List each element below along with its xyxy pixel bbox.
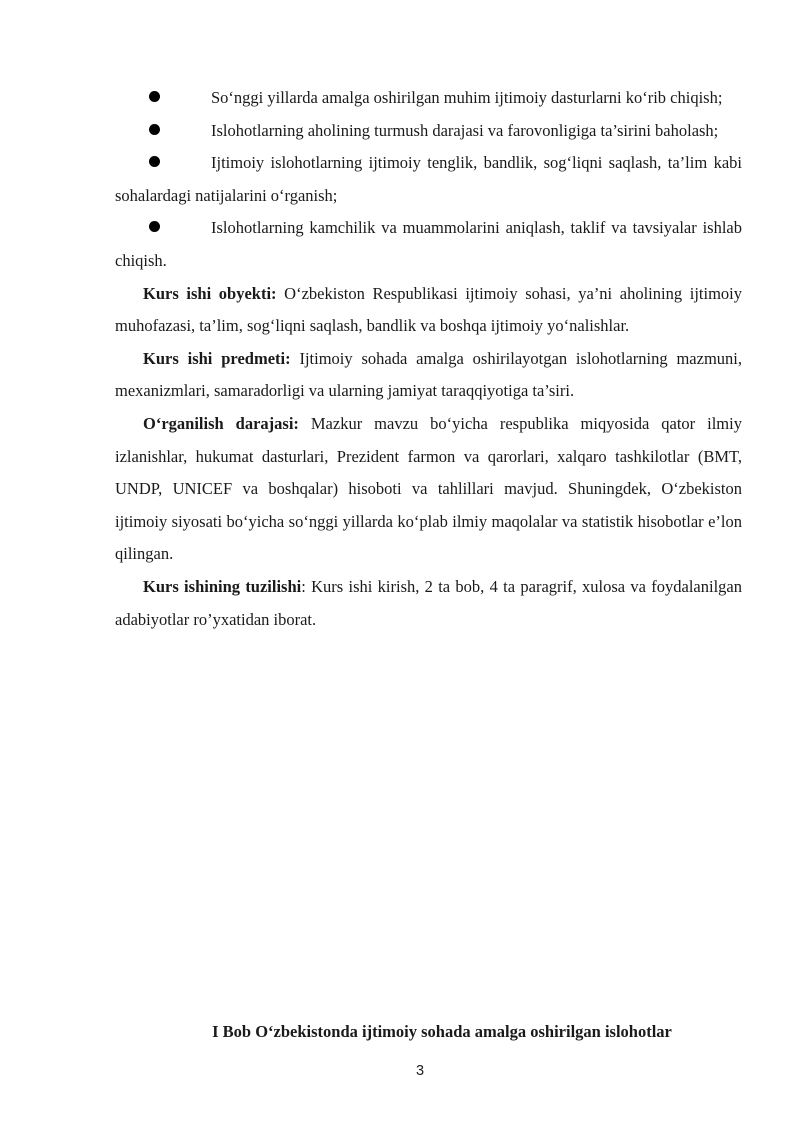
paragraph-subject [115, 343, 742, 408]
paragraph-label: Kurs ishi predmeti: [143, 348, 291, 368]
list-item [115, 82, 742, 115]
paragraph-label: Kurs ishi obyekti: [143, 283, 277, 303]
paragraph-object [115, 278, 742, 343]
bullet-text: So‘nggi yillarda amalga oshirilgan muhim ijtimoiy dasturlarni ko‘rib chiqish; [211, 88, 723, 107]
bullet-icon [149, 156, 160, 167]
bullet-text: Ijtimoiy islohotlarning ijtimoiy tenglik, bandlik, sog‘liqni saqlash, ta’lim kabi sohalardagi natijalarini o‘rganish; [115, 153, 742, 205]
paragraph-label: Kurs ishining tuzilishi [143, 576, 302, 596]
paragraph-label: O‘rganilish darajasi: [143, 413, 299, 433]
bullet-text: Islohotlarning kamchilik va muammolarini aniqlash, taklif va tavsiyalar ishlab chiqish. [115, 218, 742, 270]
list-item [115, 147, 742, 212]
list-item [115, 115, 742, 148]
page-number: 3 [415, 1063, 425, 1079]
paragraph-text: O‘zbekiston Respublikasi ijtimoiy sohasi, ya’ni aholining ijtimoiy muhofazasi, ta’lim, sog‘liqni saqlash, bandlik va boshqa ijtimoiy yo‘nalishlar. [115, 283, 742, 336]
paragraph-study-level [115, 408, 742, 571]
bullet-icon [149, 124, 160, 135]
chapter-title: I Bob O‘zbekistonda ijtimoiy sohada amalga oshirilgan islohotlar [212, 1022, 672, 1041]
paragraph-text: Mazkur mavzu bo‘yicha respublika miqyosida qator ilmiy izlanishlar, hukumat dasturlari, Prezident farmon va qarorlari, xalqaro tashkilotlar (BMT, UNDP, UNICEF va boshqalar) hisoboti va tahlillari mavjud. Shuningdek, O‘zbekiston ijtimoiy siyosati bo‘yicha so‘nggi yillarda ko‘plab ilmiy maqolalar va statistik hisobotlar e’lon qilingan. [115, 413, 742, 564]
bullet-icon [149, 221, 160, 232]
paragraph-structure [115, 571, 742, 636]
list-item [115, 212, 742, 277]
paragraph-text: Ijtimoiy sohada amalga oshirilayotgan islohotlarning mazmuni, mexanizmlari, samaradorligi va ularning jamiyat taraqqiyotiga ta’siri. [115, 348, 742, 401]
paragraph-text: : Kurs ishi kirish, 2 ta bob, 4 ta paragrif, xulosa va foydalanilgan adabiyotlar ro’yxatidan iborat. [115, 576, 742, 629]
document-body [115, 82, 742, 636]
bullet-text: Islohotlarning aholining turmush darajasi va farovonligiga ta’sirini baholash; [211, 120, 719, 140]
bullet-icon [149, 91, 160, 102]
